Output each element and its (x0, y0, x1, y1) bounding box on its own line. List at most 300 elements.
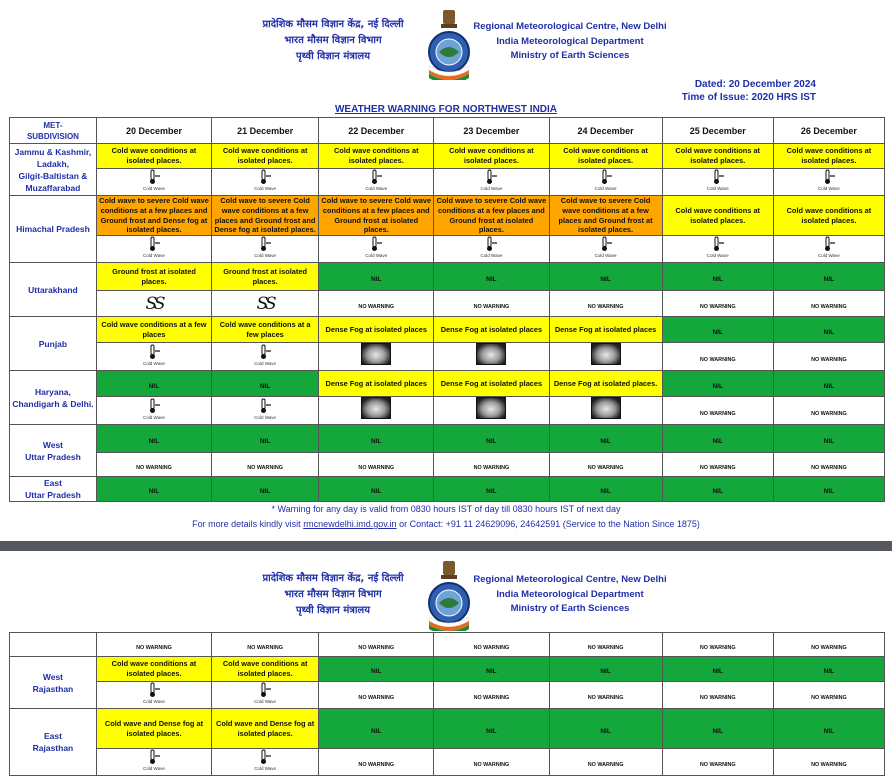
table-row (10, 343, 885, 371)
table-row (10, 144, 885, 169)
table-header-row (10, 118, 885, 144)
warning-text: Cold wave and Dense fog at isolated places. (216, 718, 315, 738)
icon-cell (96, 291, 211, 317)
warning-text: Dense Fog at isolated places (440, 378, 543, 388)
icon-cell (212, 291, 319, 317)
no-warning-cell (773, 343, 884, 371)
cold-wave-icon (254, 344, 276, 367)
nil-label: NIL (486, 668, 497, 675)
header-english-line3: Ministry of Earth Sciences (510, 50, 630, 61)
nil-label: NIL (486, 488, 497, 495)
dense-fog-icon (476, 343, 506, 365)
region-name: Uttarakhand (10, 263, 97, 317)
no-warning-label: NO WARNING (473, 762, 510, 768)
page-separator (0, 541, 892, 551)
header-hindi-line2: भारत मौसम विज्ञान विभाग (284, 589, 382, 600)
cold-wave-label: Cold Wave (594, 186, 617, 191)
no-warning-label: NO WARNING (473, 464, 510, 471)
warning-text: Cold wave conditions at isolated places. (563, 146, 648, 165)
validity-note: * Warning for any day is valid from 0830 hours IST of day till 0830 hours IST of next day (271, 504, 621, 514)
no-warning-cell (662, 343, 773, 371)
nil-cell (434, 477, 549, 502)
nil-label: NIL (712, 275, 723, 283)
nil-cell (434, 263, 549, 291)
no-warning-cell (662, 397, 773, 425)
nil-label: NIL (712, 328, 723, 336)
cold-wave-label: Cold Wave (143, 360, 165, 366)
nil-label: NIL (823, 727, 835, 735)
no-warning-cell (212, 633, 319, 657)
warning-text: Cold wave to severe Cold wave conditions at a few places and Ground frost at isolated places. (558, 196, 653, 235)
warning-text-cell (319, 317, 434, 343)
no-warning-label: NO WARNING (587, 762, 624, 768)
warning-text-cell (434, 196, 549, 236)
table-row (10, 709, 885, 749)
dense-fog-icon (476, 397, 506, 419)
warning-text: Cold wave and Dense fog at isolated places. (104, 718, 204, 738)
no-warning-label: NO WARNING (699, 762, 736, 768)
cold-wave-label: Cold Wave (143, 699, 165, 704)
table-row (10, 477, 885, 502)
dense-fog-icon (591, 397, 621, 419)
icon-cell (96, 682, 211, 709)
region-name: Jammu & Kashmir, Ladakh, Gilgit-Baltistan & Muzaffarabad (10, 144, 97, 196)
region-name (10, 633, 97, 657)
warning-text: Ground frost at isolated places. (112, 266, 196, 286)
icon-cell (319, 343, 434, 371)
table-row (10, 196, 885, 236)
nil-cell (319, 263, 434, 291)
cold-wave-icon (143, 749, 165, 772)
icon-cell (96, 343, 211, 371)
date-header: 22 December (319, 118, 434, 144)
warning-text-cell (662, 196, 773, 236)
date-header: 26 December (773, 118, 884, 144)
cold-wave-icon (707, 169, 729, 192)
header-english-line1: Regional Meteorological Centre, New Delhi (473, 574, 667, 585)
table-row (10, 236, 885, 263)
cold-wave-label: Cold Wave (254, 186, 277, 191)
nil-cell (773, 657, 884, 682)
nil-cell (319, 709, 434, 749)
nil-cell (549, 425, 662, 453)
nil-cell (773, 425, 884, 453)
cold-wave-label: Cold Wave (480, 253, 503, 258)
nil-cell (662, 709, 773, 749)
nil-cell (662, 317, 773, 343)
no-warning-label: NO WARNING (811, 464, 847, 471)
cold-wave-label: Cold Wave (143, 253, 165, 258)
warning-text: Cold wave conditions at isolated places. (111, 146, 197, 165)
table-row (10, 291, 885, 317)
no-warning-label: NO WARNING (587, 695, 624, 701)
time-of-issue-text: Time of Issue: 2020 HRS IST (681, 92, 816, 103)
warning-text: Ground frost at isolated places. (223, 266, 307, 286)
icon-cell (549, 236, 662, 263)
nil-cell (319, 477, 434, 502)
table-row (10, 397, 885, 425)
warning-text: Dense Fog at isolated places (554, 324, 657, 334)
imd-emblem-icon (425, 8, 473, 85)
page-2 (0, 551, 892, 778)
no-warning-cell (319, 633, 434, 657)
cold-wave-label: Cold Wave (706, 186, 729, 191)
cold-wave-icon (595, 169, 617, 192)
region-name: East Rajasthan (10, 709, 97, 776)
icon-cell (434, 343, 549, 371)
region-name: West Rajasthan (10, 657, 97, 709)
no-warning-label: NO WARNING (587, 464, 624, 471)
contact-prefix: For more details kindly visit (192, 519, 304, 529)
nil-cell (662, 263, 773, 291)
table-row (10, 169, 885, 196)
warning-text-cell (434, 144, 549, 169)
cold-wave-label: Cold Wave (254, 766, 277, 771)
warning-text-cell (212, 144, 319, 169)
nil-cell (212, 425, 319, 453)
warning-text-cell (96, 317, 211, 343)
cold-wave-label: Cold Wave (817, 253, 840, 258)
no-warning-cell (96, 453, 211, 477)
header-hindi-line1: प्रादेशिक मौसम विज्ञान केंद्र, नई दिल्ली (262, 573, 404, 584)
warning-text: Cold wave to severe Cold wave conditions at a few places and Ground frost at isolated places. (436, 196, 547, 235)
cold-wave-icon (818, 236, 840, 259)
warning-text-cell (319, 371, 434, 397)
no-warning-cell (319, 682, 434, 709)
warning-text-cell (212, 709, 319, 749)
icon-cell (96, 749, 211, 776)
no-warning-label: NO WARNING (136, 644, 172, 651)
cold-wave-icon (143, 236, 165, 259)
warning-text: Cold wave conditions at isolated places. (111, 659, 197, 678)
icon-cell (549, 397, 662, 425)
icon-cell (319, 236, 434, 263)
no-warning-cell (319, 453, 434, 477)
icon-cell (549, 343, 662, 371)
header-english-line3: Ministry of Earth Sciences (510, 603, 630, 614)
cold-wave-icon (707, 236, 729, 259)
warning-text-cell (212, 317, 319, 343)
contact-line (0, 519, 892, 529)
cold-wave-label: Cold Wave (365, 253, 388, 258)
cold-wave-label: Cold Wave (143, 414, 165, 420)
icon-cell (662, 236, 773, 263)
nil-cell (773, 371, 884, 397)
no-warning-label: NO WARNING (247, 464, 283, 471)
date-header: 25 December (662, 118, 773, 144)
warning-text-cell (212, 196, 319, 236)
cold-wave-icon (254, 398, 276, 421)
nil-label: NIL (823, 668, 835, 675)
nil-cell (319, 425, 434, 453)
header-english-line2: India Meteorological Department (496, 36, 644, 47)
cold-wave-label: Cold Wave (254, 699, 277, 704)
nil-cell (212, 371, 319, 397)
no-warning-label: NO WARNING (247, 644, 283, 651)
nil-cell (549, 263, 662, 291)
warning-text-cell (549, 371, 662, 397)
warning-text: Cold wave conditions at a few places (219, 319, 311, 339)
warning-table (9, 117, 885, 502)
cold-wave-label: Cold Wave (817, 186, 840, 191)
no-warning-cell (96, 633, 211, 657)
nil-cell (96, 425, 211, 453)
no-warning-label: NO WARNING (358, 303, 395, 310)
cold-wave-label: Cold Wave (254, 253, 277, 258)
no-warning-label: NO WARNING (473, 695, 510, 701)
table-row (10, 453, 885, 477)
no-warning-cell (773, 397, 884, 425)
nil-cell (96, 371, 211, 397)
region-name: Himachal Pradesh (10, 196, 97, 263)
no-warning-cell (773, 453, 884, 477)
icon-cell (212, 749, 319, 776)
no-warning-cell (434, 633, 549, 657)
no-warning-label: NO WARNING (587, 303, 624, 310)
warning-text-cell (549, 144, 662, 169)
nil-label: NIL (823, 382, 835, 390)
warning-text: Cold wave to severe Cold wave conditions at a few places and Ground frost and Dense fog at isolated places. (214, 196, 316, 235)
no-warning-label: NO WARNING (358, 464, 395, 471)
dense-fog-icon (361, 343, 391, 365)
warning-text-cell (96, 263, 211, 291)
nil-label: NIL (712, 668, 723, 675)
warning-text-cell (773, 144, 884, 169)
warning-text: Dense Fog at isolated places (440, 324, 543, 334)
nil-label: NIL (371, 668, 382, 675)
no-warning-label: NO WARNING (811, 695, 847, 701)
icon-cell (96, 236, 211, 263)
nil-label: NIL (712, 488, 723, 495)
cold-wave-label: Cold Wave (254, 360, 277, 366)
cold-wave-icon (254, 236, 276, 259)
nil-label: NIL (486, 275, 497, 283)
no-warning-cell (662, 291, 773, 317)
no-warning-cell (434, 453, 549, 477)
dated-text: Dated: 20 December 2024 (694, 79, 816, 90)
cold-wave-icon (143, 344, 165, 367)
no-warning-label: NO WARNING (699, 410, 736, 417)
warning-text: Cold wave conditions at isolated places. (786, 205, 872, 225)
nil-label: NIL (600, 488, 611, 495)
warning-text: Cold wave conditions at isolated places. (222, 659, 308, 678)
no-warning-cell (773, 291, 884, 317)
header-hindi-line1: प्रादेशिक मौसम विज्ञान केंद्र, नई दिल्ली (262, 19, 404, 30)
date-header: 21 December (212, 118, 319, 144)
header-hindi-line3: पृथ्वी विज्ञान मंत्रालय (295, 51, 371, 62)
icon-cell (212, 343, 319, 371)
no-warning-label: NO WARNING (699, 644, 736, 651)
nil-cell (773, 477, 884, 502)
warning-text: Dense Fog at isolated places. (553, 378, 658, 388)
no-warning-cell (549, 291, 662, 317)
no-warning-cell (662, 453, 773, 477)
no-warning-cell (434, 682, 549, 709)
nil-label: NIL (712, 727, 723, 735)
header-english-line1: Regional Meteorological Centre, New Delhi (473, 21, 667, 32)
icon-cell (212, 682, 319, 709)
warning-text: Cold wave conditions at a few places (101, 319, 207, 339)
icon-cell (319, 169, 434, 196)
no-warning-label: NO WARNING (699, 356, 736, 363)
table-row (10, 263, 885, 291)
no-warning-cell (319, 291, 434, 317)
warning-text-cell (662, 144, 773, 169)
nil-label: NIL (823, 488, 835, 495)
nil-label: NIL (823, 275, 835, 283)
cold-wave-icon (365, 236, 387, 259)
nil-label: NIL (148, 488, 160, 495)
warning-title: WEATHER WARNING FOR NORTHWEST INDIA (334, 104, 558, 115)
cold-wave-icon (143, 169, 165, 192)
cold-wave-label: Cold Wave (594, 253, 617, 258)
cold-wave-label: Cold Wave (365, 186, 388, 191)
icon-cell (319, 397, 434, 425)
no-warning-label: NO WARNING (473, 303, 510, 310)
no-warning-cell (549, 682, 662, 709)
no-warning-cell (212, 453, 319, 477)
warning-text-cell (212, 657, 319, 682)
nil-label: NIL (371, 488, 382, 495)
nil-label: NIL (823, 328, 835, 336)
cold-wave-label: Cold Wave (143, 186, 165, 191)
warning-text: Dense Fog at isolated places (325, 378, 427, 388)
icon-cell (434, 169, 549, 196)
icon-cell (96, 397, 211, 425)
nil-label: NIL (371, 437, 382, 445)
cold-wave-label: Cold Wave (480, 186, 503, 191)
no-warning-label: NO WARNING (358, 644, 395, 651)
nil-label: NIL (712, 382, 723, 390)
warning-table-continued (9, 632, 885, 776)
warning-text-cell (549, 196, 662, 236)
no-warning-label: NO WARNING (358, 762, 395, 768)
table-row (10, 633, 885, 657)
warning-text-cell (96, 709, 211, 749)
warning-text: Cold wave to severe Cold wave conditions at a few places and Ground frost and Dense fog at isolated places. (99, 196, 209, 235)
warning-text: Cold wave to severe Cold wave conditions at a few places and Ground frost at isolated places. (321, 196, 432, 235)
nil-cell (662, 657, 773, 682)
icon-cell (662, 169, 773, 196)
cold-wave-icon (254, 682, 276, 705)
nil-cell (662, 425, 773, 453)
ground-frost-icon: SS (256, 293, 274, 314)
warning-text: Cold wave conditions at isolated places. (786, 146, 872, 165)
nil-label: NIL (600, 727, 611, 735)
warning-text-cell (434, 317, 549, 343)
nil-cell (319, 657, 434, 682)
cold-wave-icon (143, 682, 165, 705)
no-warning-label: NO WARNING (811, 303, 847, 310)
nil-label: NIL (259, 488, 271, 495)
website-link[interactable]: rmcnewdelhi.imd.gov.in (303, 519, 397, 529)
region-name: West Uttar Pradesh (10, 425, 97, 477)
icon-cell (96, 169, 211, 196)
icon-cell (212, 169, 319, 196)
no-warning-label: NO WARNING (811, 762, 847, 768)
nil-cell (434, 709, 549, 749)
nil-label: NIL (259, 382, 271, 390)
no-warning-cell (662, 749, 773, 776)
warning-text-cell (319, 144, 434, 169)
warning-text-cell (212, 263, 319, 291)
header-english-line2: India Meteorological Department (496, 589, 644, 600)
no-warning-label: NO WARNING (473, 644, 510, 651)
cold-wave-label: Cold Wave (143, 766, 165, 771)
date-header: 20 December (96, 118, 211, 144)
cold-wave-icon (480, 236, 502, 259)
table-row (10, 425, 885, 453)
nil-cell (662, 477, 773, 502)
warning-text: Cold wave conditions at isolated places. (675, 146, 761, 165)
warning-text: Cold wave conditions at isolated places. (222, 146, 308, 165)
warning-text-cell (773, 196, 884, 236)
nil-label: NIL (486, 727, 497, 735)
no-warning-label: NO WARNING (699, 695, 736, 701)
warning-text: Cold wave conditions at isolated places. (333, 146, 419, 165)
nil-label: NIL (600, 437, 611, 445)
icon-cell (773, 236, 884, 263)
icon-cell (549, 169, 662, 196)
no-warning-label: NO WARNING (699, 464, 736, 471)
no-warning-cell (549, 633, 662, 657)
nil-label: NIL (148, 437, 160, 445)
nil-label: NIL (600, 668, 611, 675)
nil-label: NIL (486, 437, 497, 445)
header-hindi-line2: भारत मौसम विज्ञान विभाग (284, 35, 382, 46)
icon-cell (434, 397, 549, 425)
nil-cell (434, 657, 549, 682)
region-name: East Uttar Pradesh (10, 477, 97, 502)
nil-label: NIL (371, 727, 382, 735)
icon-cell (773, 169, 884, 196)
cold-wave-label: Cold Wave (254, 414, 277, 420)
header-hindi-line3: पृथ्वी विज्ञान मंत्रालय (295, 605, 371, 616)
cold-wave-icon (254, 749, 276, 772)
table-row (10, 682, 885, 709)
date-header: 23 December (434, 118, 549, 144)
nil-label: NIL (600, 275, 611, 283)
cold-wave-icon (143, 398, 165, 421)
nil-label: NIL (712, 437, 723, 445)
warning-text-cell (319, 196, 434, 236)
no-warning-cell (549, 453, 662, 477)
no-warning-cell (662, 682, 773, 709)
warning-text-cell (96, 196, 211, 236)
nil-cell (773, 709, 884, 749)
nil-cell (549, 709, 662, 749)
no-warning-cell (549, 749, 662, 776)
icon-cell (434, 236, 549, 263)
warning-text-cell (434, 371, 549, 397)
cold-wave-icon (595, 236, 617, 259)
table-row (10, 657, 885, 682)
no-warning-cell (319, 749, 434, 776)
table-row (10, 749, 885, 776)
icon-cell (212, 236, 319, 263)
no-warning-label: NO WARNING (811, 644, 847, 651)
nil-cell (549, 477, 662, 502)
nil-cell (773, 263, 884, 291)
region-name: Punjab (10, 317, 97, 371)
cold-wave-icon (818, 169, 840, 192)
no-warning-cell (434, 291, 549, 317)
dense-fog-icon (591, 343, 621, 365)
warning-text-cell (549, 317, 662, 343)
nil-cell (96, 477, 211, 502)
met-subdivision-header: MET- SUBDIVISION (10, 118, 97, 144)
no-warning-cell (434, 749, 549, 776)
